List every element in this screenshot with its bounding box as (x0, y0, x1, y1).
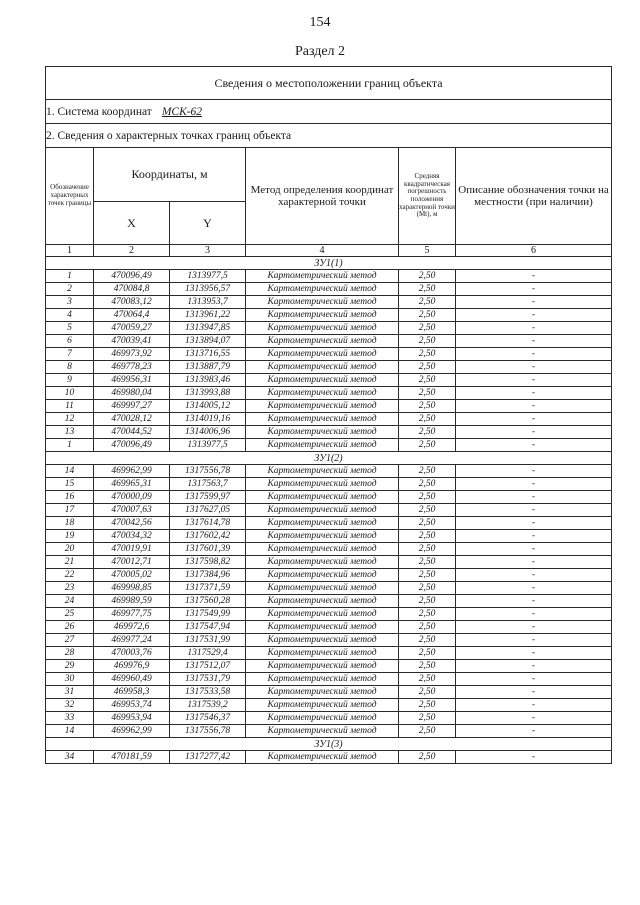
mean-error: 2,50 (399, 530, 456, 543)
point-number: 33 (46, 712, 94, 725)
point-number: 18 (46, 517, 94, 530)
header-mean-error: Средняя квадратическая погрешность положения характерной точки (Mt), м (399, 148, 456, 245)
table-row (46, 582, 612, 595)
coord-x: 469956,31 (94, 374, 170, 387)
point-number: 8 (46, 361, 94, 374)
column-number: 1 (46, 245, 94, 257)
table-row (46, 322, 612, 335)
description: - (456, 608, 612, 621)
coord-x: 470039,41 (94, 335, 170, 348)
coord-x: 470012,71 (94, 556, 170, 569)
point-number: 1 (46, 270, 94, 283)
description: - (456, 725, 612, 738)
coord-x: 469977,75 (94, 608, 170, 621)
point-number: 27 (46, 634, 94, 647)
mean-error: 2,50 (399, 361, 456, 374)
method: Картометрический метод (246, 725, 399, 738)
mean-error: 2,50 (399, 621, 456, 634)
mean-error: 2,50 (399, 725, 456, 738)
table-row (46, 426, 612, 439)
table-row (46, 660, 612, 673)
method: Картометрический метод (246, 530, 399, 543)
coord-x: 470096,49 (94, 270, 170, 283)
mean-error: 2,50 (399, 413, 456, 426)
table-row (46, 504, 612, 517)
coord-x: 469960,49 (94, 673, 170, 686)
mean-error: 2,50 (399, 465, 456, 478)
coord-y: 1317384,96 (170, 569, 246, 582)
method: Картометрический метод (246, 660, 399, 673)
description: - (456, 569, 612, 582)
method: Картометрический метод (246, 387, 399, 400)
mean-error: 2,50 (399, 673, 456, 686)
coord-x: 470034,32 (94, 530, 170, 543)
description: - (456, 283, 612, 296)
header-y: Y (170, 202, 246, 245)
coord-y: 1317560,28 (170, 595, 246, 608)
coord-y: 1317549,99 (170, 608, 246, 621)
mean-error: 2,50 (399, 322, 456, 335)
mean-error: 2,50 (399, 283, 456, 296)
point-number: 14 (46, 465, 94, 478)
coord-y: 1317371,59 (170, 582, 246, 595)
description: - (456, 634, 612, 647)
coord-y: 1317563,7 (170, 478, 246, 491)
mean-error: 2,50 (399, 491, 456, 504)
coord-y: 1313716,55 (170, 348, 246, 361)
point-number: 32 (46, 699, 94, 712)
group-label: ЗУ1(2) (46, 452, 612, 465)
column-number: 2 (94, 245, 170, 257)
coord-x: 470028,12 (94, 413, 170, 426)
point-number: 31 (46, 686, 94, 699)
table-row (46, 569, 612, 582)
table-row (46, 361, 612, 374)
coord-y: 1313887,79 (170, 361, 246, 374)
method: Картометрический метод (246, 322, 399, 335)
coord-y: 1313947,85 (170, 322, 246, 335)
method: Картометрический метод (246, 348, 399, 361)
coord-x: 470084,8 (94, 283, 170, 296)
method: Картометрический метод (246, 283, 399, 296)
method: Картометрический метод (246, 582, 399, 595)
table-row (46, 491, 612, 504)
coord-y: 1313993,88 (170, 387, 246, 400)
coord-y: 1317277,42 (170, 751, 246, 764)
coord-y: 1313977,5 (170, 270, 246, 283)
coord-x: 470181,59 (94, 751, 170, 764)
point-number: 23 (46, 582, 94, 595)
page-number: 154 (309, 15, 331, 30)
mean-error: 2,50 (399, 634, 456, 647)
method: Картометрический метод (246, 374, 399, 387)
method: Картометрический метод (246, 569, 399, 582)
point-number: 4 (46, 309, 94, 322)
table-row (46, 335, 612, 348)
description: - (456, 270, 612, 283)
description: - (456, 361, 612, 374)
description: - (456, 543, 612, 556)
coord-x: 469965,31 (94, 478, 170, 491)
coord-y: 1317533,58 (170, 686, 246, 699)
coord-system-label: 1. Система координат (46, 105, 152, 118)
mean-error: 2,50 (399, 374, 456, 387)
method: Картометрический метод (246, 439, 399, 452)
table-row (46, 673, 612, 686)
coord-x: 469998,85 (94, 582, 170, 595)
description: - (456, 309, 612, 322)
mean-error: 2,50 (399, 647, 456, 660)
table-row (46, 556, 612, 569)
point-number: 21 (46, 556, 94, 569)
method: Картометрический метод (246, 686, 399, 699)
coord-x: 469953,94 (94, 712, 170, 725)
method: Картометрический метод (246, 634, 399, 647)
method: Картометрический метод (246, 504, 399, 517)
table-row (46, 595, 612, 608)
coord-y: 1313977,5 (170, 439, 246, 452)
table-row (46, 517, 612, 530)
method: Картометрический метод (246, 621, 399, 634)
table-row (46, 543, 612, 556)
coord-x: 469953,74 (94, 699, 170, 712)
table-row (46, 686, 612, 699)
coord-y: 1313961,22 (170, 309, 246, 322)
method: Картометрический метод (246, 426, 399, 439)
description: - (456, 348, 612, 361)
mean-error: 2,50 (399, 582, 456, 595)
mean-error: 2,50 (399, 712, 456, 725)
description: - (456, 387, 612, 400)
column-number: 6 (456, 245, 612, 257)
coord-y: 1317601,39 (170, 543, 246, 556)
table-row (46, 647, 612, 660)
description: - (456, 439, 612, 452)
coord-x: 469977,24 (94, 634, 170, 647)
coord-x: 470096,49 (94, 439, 170, 452)
coord-y: 1317539,2 (170, 699, 246, 712)
description: - (456, 296, 612, 309)
column-number: 5 (399, 245, 456, 257)
coord-y: 1317546,37 (170, 712, 246, 725)
description: - (456, 374, 612, 387)
coord-y: 1317598,82 (170, 556, 246, 569)
table-caption: Сведения о местоположении границ объекта (46, 67, 612, 100)
point-number: 24 (46, 595, 94, 608)
coord-x: 469778,23 (94, 361, 170, 374)
coord-x: 469976,9 (94, 660, 170, 673)
header-method: Метод определения координат характерной точки (246, 148, 399, 245)
description: - (456, 712, 612, 725)
point-number: 1 (46, 439, 94, 452)
coord-y: 1317599,97 (170, 491, 246, 504)
method: Картометрический метод (246, 465, 399, 478)
group-label: ЗУ1(1) (46, 257, 612, 270)
description: - (456, 595, 612, 608)
mean-error: 2,50 (399, 556, 456, 569)
point-number: 26 (46, 621, 94, 634)
description: - (456, 660, 612, 673)
mean-error: 2,50 (399, 595, 456, 608)
method: Картометрический метод (246, 595, 399, 608)
method: Картометрический метод (246, 673, 399, 686)
point-number: 22 (46, 569, 94, 582)
point-number: 3 (46, 296, 94, 309)
description: - (456, 413, 612, 426)
table-row (46, 608, 612, 621)
description: - (456, 673, 612, 686)
table-row (46, 621, 612, 634)
coord-x: 470007,63 (94, 504, 170, 517)
coord-y: 1317556,78 (170, 725, 246, 738)
coord-y: 1317531,99 (170, 634, 246, 647)
coord-y: 1317529,4 (170, 647, 246, 660)
table-row (46, 400, 612, 413)
coord-x: 470042,56 (94, 517, 170, 530)
table-row (46, 387, 612, 400)
point-number: 30 (46, 673, 94, 686)
mean-error: 2,50 (399, 426, 456, 439)
table-row (46, 270, 612, 283)
coord-x: 470003,76 (94, 647, 170, 660)
point-number: 5 (46, 322, 94, 335)
coord-y: 1314005,12 (170, 400, 246, 413)
mean-error: 2,50 (399, 296, 456, 309)
mean-error: 2,50 (399, 660, 456, 673)
header-point-designation: Обозначение характерных точек границы (46, 148, 94, 245)
header-x: X (94, 202, 170, 245)
coord-x: 469980,04 (94, 387, 170, 400)
description: - (456, 621, 612, 634)
description: - (456, 530, 612, 543)
coord-x: 469962,99 (94, 465, 170, 478)
description: - (456, 517, 612, 530)
coord-x: 469973,92 (94, 348, 170, 361)
coord-y: 1317602,42 (170, 530, 246, 543)
table-row (46, 296, 612, 309)
mean-error: 2,50 (399, 569, 456, 582)
table-row (46, 348, 612, 361)
mean-error: 2,50 (399, 699, 456, 712)
method: Картометрический метод (246, 608, 399, 621)
mean-error: 2,50 (399, 608, 456, 621)
mean-error: 2,50 (399, 335, 456, 348)
coord-y: 1317627,05 (170, 504, 246, 517)
table-row (46, 465, 612, 478)
column-number: 4 (246, 245, 399, 257)
mean-error: 2,50 (399, 400, 456, 413)
point-number: 11 (46, 400, 94, 413)
description: - (456, 335, 612, 348)
description: - (456, 478, 612, 491)
point-number: 2 (46, 283, 94, 296)
mean-error: 2,50 (399, 686, 456, 699)
method: Картометрический метод (246, 335, 399, 348)
column-number: 3 (170, 245, 246, 257)
description: - (456, 751, 612, 764)
description: - (456, 699, 612, 712)
description: - (456, 647, 612, 660)
method: Картометрический метод (246, 556, 399, 569)
method: Картометрический метод (246, 309, 399, 322)
description: - (456, 686, 612, 699)
method: Картометрический метод (246, 517, 399, 530)
point-number: 29 (46, 660, 94, 673)
method: Картометрический метод (246, 361, 399, 374)
points-heading: 2. Сведения о характерных точках границ объекта (46, 124, 612, 148)
point-number: 10 (46, 387, 94, 400)
table-row (46, 478, 612, 491)
mean-error: 2,50 (399, 270, 456, 283)
mean-error: 2,50 (399, 543, 456, 556)
method: Картометрический метод (246, 400, 399, 413)
coord-x: 470019,91 (94, 543, 170, 556)
mean-error: 2,50 (399, 309, 456, 322)
point-number: 14 (46, 725, 94, 738)
description: - (456, 582, 612, 595)
description: - (456, 322, 612, 335)
coord-y: 1314006,96 (170, 426, 246, 439)
table-row (46, 439, 612, 452)
coord-y: 1317556,78 (170, 465, 246, 478)
coord-y: 1314019,16 (170, 413, 246, 426)
coord-x: 470083,12 (94, 296, 170, 309)
coord-x: 470059,27 (94, 322, 170, 335)
coord-x: 469972,6 (94, 621, 170, 634)
description: - (456, 504, 612, 517)
group-row (46, 452, 612, 465)
table-row (46, 309, 612, 322)
table-row (46, 530, 612, 543)
coord-y: 1313894,07 (170, 335, 246, 348)
coord-y: 1317512,07 (170, 660, 246, 673)
coord-x: 470064,4 (94, 309, 170, 322)
description: - (456, 400, 612, 413)
method: Картометрический метод (246, 543, 399, 556)
coord-y: 1317614,78 (170, 517, 246, 530)
coord-system-value: МСК-62 (161, 105, 203, 118)
point-number: 13 (46, 426, 94, 439)
section-title: Раздел 2 (294, 44, 346, 59)
point-number: 15 (46, 478, 94, 491)
point-number: 12 (46, 413, 94, 426)
coord-x: 469962,99 (94, 725, 170, 738)
point-number: 25 (46, 608, 94, 621)
coord-x: 469958,3 (94, 686, 170, 699)
mean-error: 2,50 (399, 504, 456, 517)
coord-y: 1313983,46 (170, 374, 246, 387)
point-number: 19 (46, 530, 94, 543)
coord-system-row (46, 100, 612, 124)
table-row (46, 699, 612, 712)
coord-y: 1317547,94 (170, 621, 246, 634)
mean-error: 2,50 (399, 478, 456, 491)
table-row (46, 374, 612, 387)
method: Картометрический метод (246, 478, 399, 491)
mean-error: 2,50 (399, 517, 456, 530)
table-row (46, 413, 612, 426)
coord-y: 1313956,57 (170, 283, 246, 296)
mean-error: 2,50 (399, 751, 456, 764)
mean-error: 2,50 (399, 439, 456, 452)
coord-y: 1313953,7 (170, 296, 246, 309)
coord-x: 470005,02 (94, 569, 170, 582)
coord-y: 1317531,79 (170, 673, 246, 686)
table-row (46, 634, 612, 647)
coord-x: 470000,09 (94, 491, 170, 504)
mean-error: 2,50 (399, 387, 456, 400)
method: Картометрический метод (246, 491, 399, 504)
method: Картометрический метод (246, 413, 399, 426)
point-number: 17 (46, 504, 94, 517)
coord-x: 470044,52 (94, 426, 170, 439)
method: Картометрический метод (246, 647, 399, 660)
point-number: 28 (46, 647, 94, 660)
method: Картометрический метод (246, 699, 399, 712)
header-coordinates: Координаты, м (94, 148, 246, 202)
description: - (456, 491, 612, 504)
point-number: 9 (46, 374, 94, 387)
method: Картометрический метод (246, 296, 399, 309)
boundary-coordinates-table (45, 66, 612, 764)
method: Картометрический метод (246, 270, 399, 283)
method: Картометрический метод (246, 712, 399, 725)
description: - (456, 426, 612, 439)
table-row (46, 751, 612, 764)
description: - (456, 556, 612, 569)
table-row (46, 283, 612, 296)
point-number: 6 (46, 335, 94, 348)
table-row (46, 712, 612, 725)
point-number: 16 (46, 491, 94, 504)
point-number: 20 (46, 543, 94, 556)
description: - (456, 465, 612, 478)
coord-x: 469997,27 (94, 400, 170, 413)
table-row (46, 725, 612, 738)
group-row (46, 738, 612, 751)
header-description: Описание обозначения точки на местности (при наличии) (456, 148, 612, 245)
coord-x: 469989,59 (94, 595, 170, 608)
point-number: 34 (46, 751, 94, 764)
point-number: 7 (46, 348, 94, 361)
group-label: ЗУ1(3) (46, 738, 612, 751)
group-row (46, 257, 612, 270)
mean-error: 2,50 (399, 348, 456, 361)
method: Картометрический метод (246, 751, 399, 764)
